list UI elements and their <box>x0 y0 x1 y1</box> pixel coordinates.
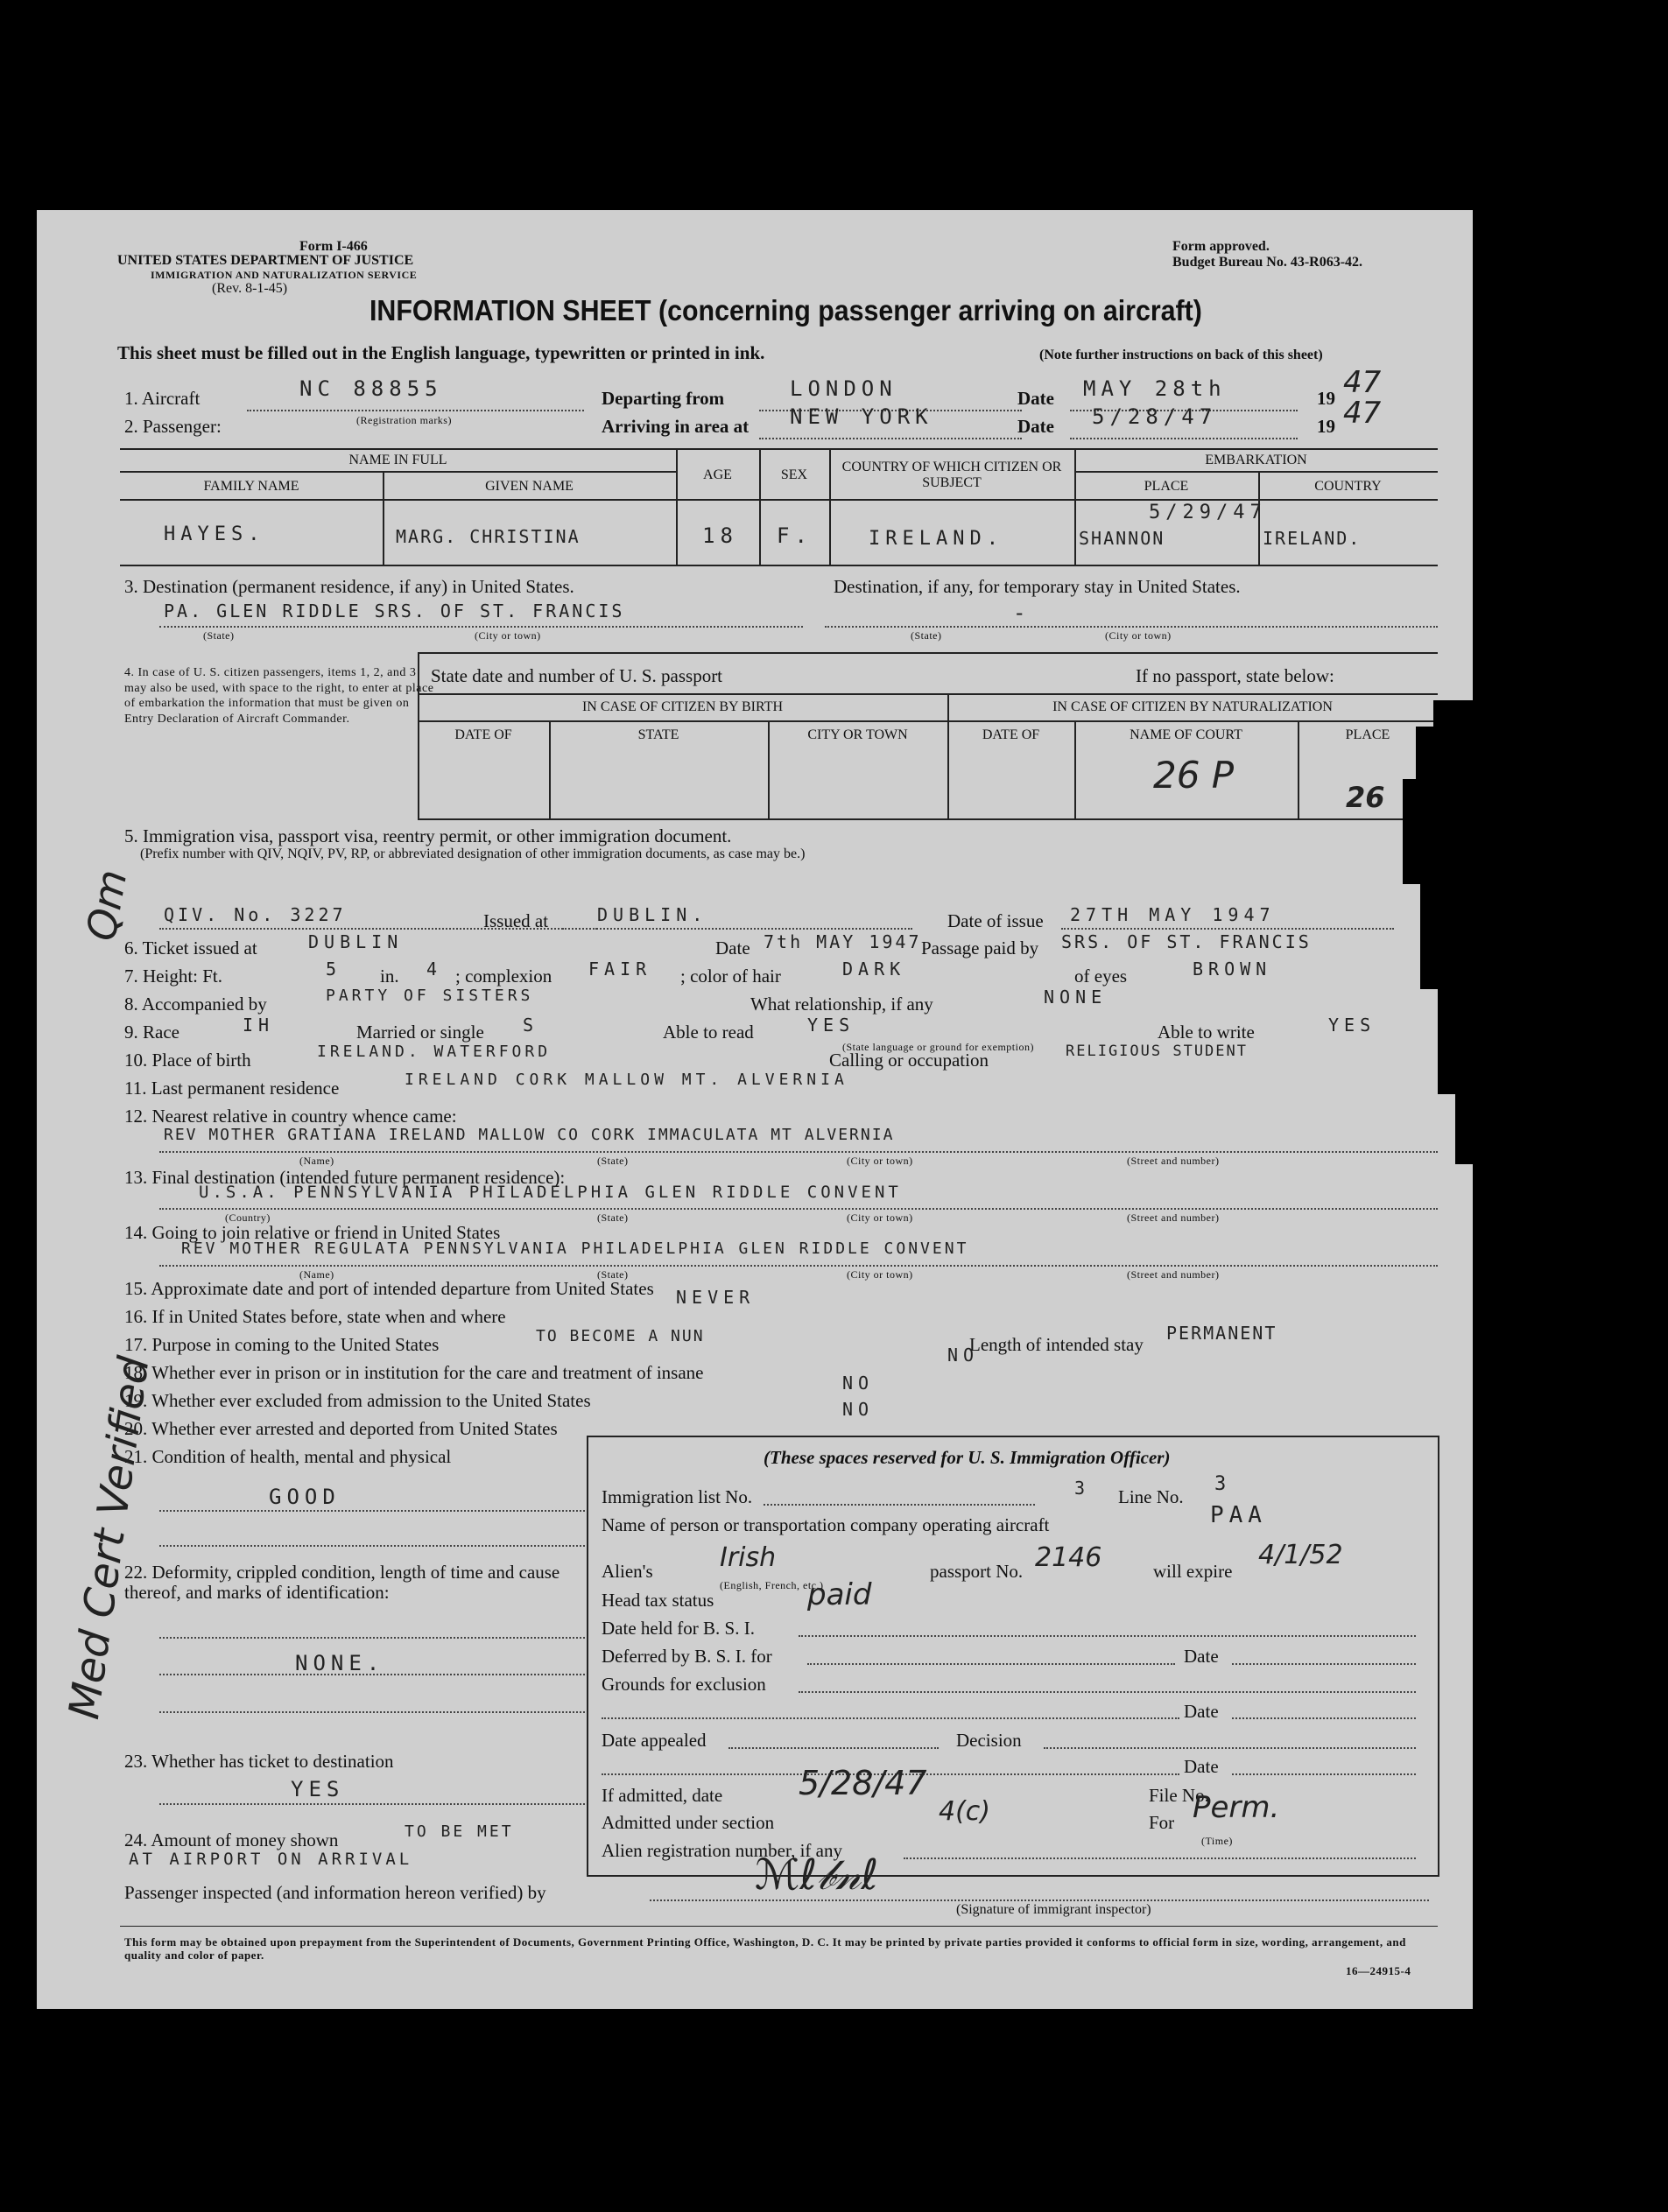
citizen-value: IRELAND. <box>869 528 1003 550</box>
departure-label: 15. Approximate date and port of intended departure from United States <box>124 1278 654 1299</box>
year-value-1: 47 <box>1343 365 1382 400</box>
budget-bureau: Budget Bureau No. 43-R063-42. <box>1172 255 1363 270</box>
passage-paid-value: SRS. OF ST. FRANCIS <box>1061 931 1312 952</box>
deformity-value: NONE. <box>295 1651 385 1675</box>
deferred-label: Deferred by B. S. I. for <box>602 1646 772 1667</box>
issued-at-value: DUBLIN. <box>597 904 708 925</box>
margin-signature: Med Cert Verified <box>60 1353 159 1723</box>
head-tax-label: Head tax status <box>602 1590 714 1611</box>
health-label: 21. Condition of health, mental and physical <box>124 1446 452 1467</box>
by-naturalization-header: IN CASE OF CITIZEN BY NATURALIZATION <box>1052 699 1333 714</box>
time-note: (Time) <box>1201 1835 1233 1847</box>
relative-street-note: (Street and number) <box>1127 1155 1220 1167</box>
inspector-signature: ℳℓ𝒷𝓃ℓ <box>755 1850 879 1900</box>
expire-value: 4/1/52 <box>1258 1540 1343 1570</box>
final-city-note: (City or town) <box>847 1211 913 1224</box>
language-note: (State language or ground for exemption) <box>842 1041 1034 1053</box>
join-name-note: (Name) <box>299 1268 334 1281</box>
age-value: 18 <box>702 523 738 548</box>
admitted-value: 5/28/47 <box>799 1764 927 1802</box>
passage-paid-label: Passage paid by <box>921 937 1039 959</box>
passport-no-value: 2146 <box>1035 1542 1102 1573</box>
final-country-note: (Country) <box>225 1211 271 1224</box>
under-section-label: Admitted under section <box>602 1812 775 1833</box>
last-residence-label: 11. Last permanent residence <box>124 1078 340 1099</box>
temp-state-note: (State) <box>911 629 942 642</box>
birth-date-header: DATE OF <box>454 727 512 742</box>
dest-state-note: (State) <box>203 629 235 642</box>
officer-heading: (These spaces reserved for U. S. Immigration Officer) <box>764 1447 1171 1468</box>
department-name: UNITED STATES DEPARTMENT OF JUSTICE <box>117 253 414 268</box>
money-label: 24. Amount of money shown <box>124 1829 339 1850</box>
year-prefix-2: 19 <box>1317 416 1335 437</box>
passport-no-label: passport No. <box>930 1561 1024 1582</box>
aliens-value: Irish <box>720 1542 777 1573</box>
height-feet-value: 5 <box>326 959 342 980</box>
visa-sub-label: (Prefix number with QIV, NQIV, PV, RP, or abbreviated designation of other immigration documents, as case may be.) <box>140 846 806 861</box>
visa-number-value: QIV. No. 3227 <box>164 904 347 925</box>
issued-at-label: Issued at <box>483 910 549 931</box>
date-label-1: Date <box>1017 388 1054 409</box>
passport-handwritten-1: 26 P <box>1153 754 1235 797</box>
sex-value: F. <box>777 523 813 548</box>
signature-note: (Signature of immigrant inspector) <box>956 1902 1151 1917</box>
for-label: For <box>1149 1812 1175 1833</box>
final-street-note: (Street and number) <box>1127 1211 1220 1224</box>
instruction-text: This sheet must be filled out in the English language, typewritten or printed in ink. <box>117 342 765 363</box>
ticket-date-value: 7th MAY 1947 <box>764 931 922 952</box>
court-header: NAME OF COURT <box>1130 727 1242 742</box>
admitted-label: If admitted, date <box>602 1785 723 1806</box>
inspected-label: Passenger inspected (and information hereon verified) by <box>124 1882 546 1903</box>
relationship-label: What relationship, if any <box>750 994 933 1015</box>
page-title: INFORMATION SHEET (concerning passenger arriving on aircraft) <box>369 294 1202 327</box>
country-value: IRELAND. <box>1263 528 1362 549</box>
eye-color-value: BROWN <box>1193 959 1272 980</box>
date-held-label: Date held for B. S. I. <box>602 1618 755 1639</box>
visa-margin-mark: Qm <box>77 866 137 944</box>
height-inch-value: 4 <box>426 959 443 980</box>
passport-note: 4. In case of U. S. citizen passengers, items 1, 2, and 3 may also be used, with space to the right, to enter at place of embarkation the information that must be given on Entry Declaration of Aircraft Commander. <box>124 666 434 726</box>
given-name-header: GIVEN NAME <box>485 479 574 494</box>
ticket-date-label: Date <box>715 937 750 959</box>
nat-place-header: PLACE <box>1345 727 1390 742</box>
list-no-label: Immigration list No. <box>602 1486 753 1507</box>
birthplace-label: 10. Place of birth <box>124 1050 251 1071</box>
company-label: Name of person or transportation company operating aircraft <box>602 1514 1050 1535</box>
name-in-full-header: NAME IN FULL <box>348 453 447 467</box>
aircraft-value: NC 88855 <box>299 376 443 401</box>
line-no-label: Line No. <box>1118 1486 1184 1507</box>
accompanied-value: PARTY OF SISTERS <box>326 987 534 1005</box>
destination-value: PA. GLEN RIDDLE SRS. OF ST. FRANCIS <box>164 600 625 621</box>
occupation-value: RELIGIOUS STUDENT <box>1066 1043 1248 1060</box>
date-c-label: Date <box>1184 1756 1219 1777</box>
relative-city-note: (City or town) <box>847 1155 913 1167</box>
for-value: Perm. <box>1193 1790 1280 1825</box>
date-a-label: Date <box>1184 1646 1219 1667</box>
departing-label: Departing from <box>602 388 725 409</box>
marital-value: S <box>523 1015 539 1036</box>
arriving-label: Arriving in area at <box>602 416 750 437</box>
file-no-label: File No. <box>1149 1785 1209 1806</box>
final-state-note: (State) <box>597 1211 629 1224</box>
final-destination-label: 13. Final destination (intended future permanent residence): <box>124 1167 566 1188</box>
service-name: IMMIGRATION AND NATURALIZATION SERVICE <box>151 269 418 281</box>
form-page <box>37 210 1473 2009</box>
country-citizen-header: COUNTRY OF WHICH CITIZEN OR SUBJECT <box>841 460 1062 490</box>
relationship-value: NONE <box>1044 987 1108 1008</box>
passport-handwritten-2: 26 <box>1346 781 1385 814</box>
complexion-label: ; complexion <box>455 966 552 987</box>
appealed-label: Date appealed <box>602 1730 707 1751</box>
birth-city-header: CITY OR TOWN <box>807 727 908 742</box>
deported-value: NO <box>842 1399 875 1420</box>
deformity-label: 22. Deformity, crippled condition, length of time and cause thereof, and marks of identification: <box>124 1562 560 1604</box>
complexion-value: FAIR <box>588 959 652 980</box>
prison-value: NO <box>947 1345 980 1366</box>
head-tax-value: paid <box>807 1577 872 1612</box>
aliens-label: Alien's <box>602 1561 653 1582</box>
date-of-issue-label: Date of issue <box>947 910 1044 931</box>
ticket-issued-value: DUBLIN <box>308 931 404 952</box>
date-value-1: MAY 28th <box>1083 376 1227 401</box>
race-value: IH <box>243 1015 275 1036</box>
form-approved: Form approved. <box>1172 239 1270 254</box>
date-b-label: Date <box>1184 1701 1219 1722</box>
height-inch-label: in. <box>380 966 399 987</box>
stay-length-label: Length of intended stay <box>969 1334 1144 1355</box>
join-city-note: (City or town) <box>847 1268 913 1281</box>
temp-city-note: (City or town) <box>1105 629 1172 642</box>
race-label: 9. Race <box>124 1022 179 1043</box>
last-residence-value: IRELAND CORK MALLOW MT. ALVERNIA <box>405 1071 848 1089</box>
relative-name-note: (Name) <box>299 1155 334 1167</box>
back-note: (Note further instructions on back of this sheet) <box>1039 348 1323 362</box>
registration-note: (Registration marks) <box>356 414 452 426</box>
destination-label: 3. Destination (permanent residence, if any) in United States. <box>124 576 574 597</box>
ticket-issued-label: 6. Ticket issued at <box>124 937 257 959</box>
write-value: YES <box>1328 1015 1376 1036</box>
read-value: YES <box>807 1015 855 1036</box>
year-prefix-1: 19 <box>1317 388 1335 409</box>
nearest-relative-label: 12. Nearest relative in country whence came: <box>124 1106 457 1127</box>
health-value: GOOD <box>269 1485 341 1509</box>
height-feet-label: 7. Height: Ft. <box>124 966 223 987</box>
date-value-2: 5/28/47 <box>1092 404 1218 429</box>
embarkation-header: EMBARKATION <box>1205 453 1307 467</box>
family-name-header: FAMILY NAME <box>203 479 299 494</box>
section-value: 4(c) <box>939 1796 990 1827</box>
excluded-label: 19. Whether ever excluded from admission to the United States <box>124 1390 591 1411</box>
join-street-note: (Street and number) <box>1127 1268 1220 1281</box>
temp-destination-value: - <box>1013 600 1031 625</box>
occupation-label: Calling or occupation <box>829 1050 989 1071</box>
final-destination-value: U.S.A. PENNSYLVANIA PHILADELPHIA GLEN RIDDLE CONVENT <box>199 1183 902 1202</box>
line-no-value: 3 <box>1214 1473 1232 1495</box>
aliens-note: (English, French, etc.) <box>720 1579 824 1591</box>
decision-label: Decision <box>956 1730 1022 1751</box>
birth-state-header: STATE <box>637 727 679 742</box>
footer-code: 16—24915-4 <box>1346 1964 1411 1977</box>
place-value: SHANNON <box>1079 528 1165 549</box>
write-label: Able to write <box>1158 1022 1255 1043</box>
deported-label: 20. Whether ever arrested and deported from United States <box>124 1418 558 1439</box>
alien-registration-label: Alien registration number, if any <box>602 1840 842 1861</box>
family-name-value: HAYES. <box>164 523 265 545</box>
nearest-relative-value: REV MOTHER GRATIANA IRELAND MALLOW CO CORK IMMACULATA MT ALVERNIA <box>164 1126 895 1144</box>
stay-length-value: PERMANENT <box>1166 1323 1277 1344</box>
age-header: AGE <box>703 467 732 482</box>
prison-label: 18. Whether ever in prison or in institution for the care and treatment of insane <box>124 1362 704 1383</box>
accompanied-label: 8. Accompanied by <box>124 994 267 1015</box>
hair-color-label: ; color of hair <box>680 966 781 987</box>
relative-state-note: (State) <box>597 1155 629 1167</box>
ticket-destination-label: 23. Whether has ticket to destination <box>124 1751 394 1772</box>
revision-date: (Rev. 8-1-45) <box>212 281 288 296</box>
ticket-destination-value: YES <box>291 1777 345 1801</box>
aircraft-label: 1. Aircraft <box>124 388 201 409</box>
arriving-value: NEW YORK <box>790 404 933 429</box>
money-value-1: TO BE MET <box>405 1822 514 1841</box>
join-state-note: (State) <box>597 1268 629 1281</box>
join-relative-label: 14. Going to join relative or friend in United States <box>124 1222 501 1243</box>
eye-color-label: of eyes <box>1074 966 1128 987</box>
previous-visit-label: 16. If in United States before, state when and where <box>124 1306 506 1327</box>
list-no-value: 3 <box>1074 1478 1091 1499</box>
footer-text: This form may be obtained upon prepayment from the Superintendent of Documents, Government Printing Office, Washington, D. C. It may be printed by private parties provided it conforms to official form in size, wording, arrangement, and quality and color of paper. <box>124 1935 1406 1962</box>
read-label: Able to read <box>663 1022 754 1043</box>
departing-value: LONDON <box>790 376 897 401</box>
if-no-passport-label: If no passport, state below: <box>1136 665 1334 686</box>
birthplace-value: IRELAND. WATERFORD <box>317 1043 552 1061</box>
dest-city-note: (City or town) <box>475 629 541 642</box>
date-label-2: Date <box>1017 416 1054 437</box>
by-birth-header: IN CASE OF CITIZEN BY BIRTH <box>581 699 784 714</box>
money-value-2: AT AIRPORT ON ARRIVAL <box>129 1850 413 1869</box>
date-of-issue-value: 27TH MAY 1947 <box>1070 904 1276 925</box>
expire-label: will expire <box>1153 1561 1233 1582</box>
state-date-label: State date and number of U. S. passport <box>431 665 723 686</box>
previous-visit-value: NEVER <box>676 1287 756 1308</box>
excluded-value: NO <box>842 1373 875 1394</box>
temp-destination-label: Destination, if any, for temporary stay in United States. <box>834 576 1241 597</box>
place-header: PLACE <box>1144 479 1189 494</box>
form-number: Form I-466 <box>299 239 368 254</box>
sex-header: SEX <box>780 467 808 482</box>
grounds-label: Grounds for exclusion <box>602 1674 766 1695</box>
country-header: COUNTRY <box>1314 479 1382 494</box>
purpose-value: TO BECOME A NUN <box>536 1327 705 1345</box>
marital-label: Married or single <box>356 1022 484 1043</box>
hair-color-value: DARK <box>842 959 906 980</box>
purpose-label: 17. Purpose in coming to the United States <box>124 1334 440 1355</box>
visa-label: 5. Immigration visa, passport visa, reentry permit, or other immigration document. <box>124 825 732 846</box>
embarkation-date-value: 5/29/47 <box>1149 502 1267 523</box>
given-name-value: MARG. CHRISTINA <box>396 526 581 547</box>
year-value-2: 47 <box>1343 396 1382 431</box>
nat-date-header: DATE OF <box>982 727 1040 742</box>
join-relative-value: REV MOTHER REGULATA PENNSYLVANIA PHILADELPHIA GLEN RIDDLE CONVENT <box>181 1239 969 1258</box>
passenger-label: 2. Passenger: <box>124 416 222 437</box>
company-value: PAA <box>1210 1502 1267 1528</box>
